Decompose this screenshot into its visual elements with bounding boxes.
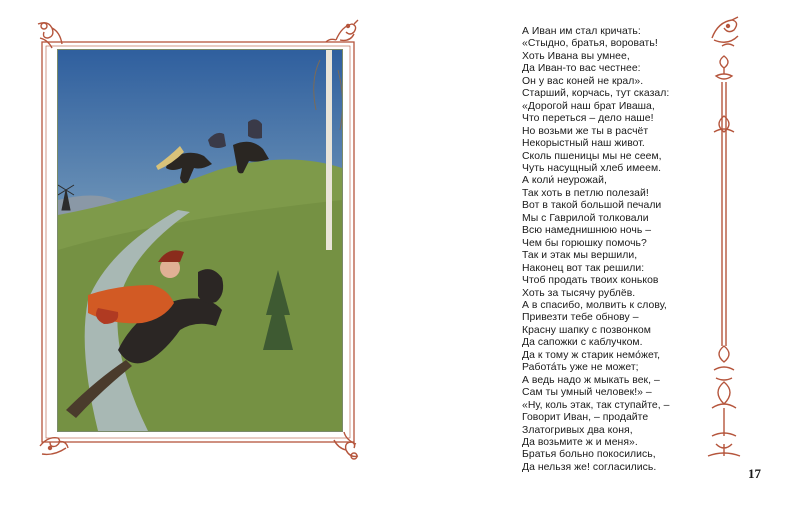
poem-line: Да нельзя же! согласились. (522, 461, 657, 473)
poem-line: А ведь надо ж мыкать век, – (522, 374, 660, 386)
poem-line: Чуть насущный хлеб имеем. (522, 162, 662, 174)
poem-line: Говорит Иван, – продайте (522, 412, 649, 424)
poem-line: А в спасибо, молвить к слову, (522, 299, 667, 311)
poem-line: Он у вас коней не крал». (522, 75, 644, 87)
poem-line: Сам ты умный человек!» – (522, 387, 652, 399)
poem-line: Но возьми же ты в расчёт (522, 125, 649, 137)
poem-text (522, 26, 712, 474)
illustration (58, 50, 342, 431)
page-number: 17 (748, 466, 761, 481)
poem-line: Сколь пшеницы мы не сеем, (522, 150, 662, 162)
poem-line: Мы с Гаврилой толковали (522, 212, 649, 224)
poem-line: Некорыстный наш живот. (522, 138, 645, 150)
poem-line: Чем бы горюшку помочь? (522, 237, 647, 249)
poem-line: Хоть Ивана вы умнее, (522, 50, 630, 62)
poem-line: Братья больно покосились, (522, 449, 656, 461)
poem-line: Да Иван-то вас честнее: (522, 63, 641, 75)
poem-line: Всю намеднишнюю ночь – (522, 225, 652, 237)
poem-line: «Стыдно, братья, воровать! (522, 38, 658, 50)
poem-line: Красну шапку с позвонком (522, 324, 651, 336)
poem-line: Хоть за тысячу рублёв. (522, 287, 636, 299)
poem-line: Привезти тебе обнову – (522, 312, 639, 324)
poem-line: Чтоб продать твоих коньков (522, 275, 659, 287)
poem-line: Да сапожки с каблучком. (522, 337, 643, 349)
poem-line: «Ну, коль этак, так ступайте, – (522, 399, 670, 411)
poem-line: Вот в такой большой печали (522, 200, 662, 212)
poem-line: Так хоть в петлю полезай! (522, 187, 649, 199)
poem-line: Наконец вот так решили: (522, 262, 645, 274)
poem-line: Работа́ть уже не может; (522, 362, 639, 374)
poem-line: Да возьмите ж и меня». (522, 436, 638, 448)
poem-line: А Иван им стал кричать: (522, 26, 641, 37)
poem-line: Да к тому ж старик немо́жет, (522, 349, 661, 361)
poem-line: Златогривых два коня, (522, 424, 633, 436)
poem-line: «Дорогой наш брат Иваша, (522, 100, 655, 112)
poem-line: Так и этак мы вершили, (522, 250, 638, 262)
poem-line: Старший, корчась, тут сказал: (522, 88, 670, 100)
poem-line: А коли́ неурожай, (522, 175, 607, 187)
vertical-ornament (702, 16, 754, 462)
poem-line: Что переться – дело наше! (522, 113, 654, 125)
